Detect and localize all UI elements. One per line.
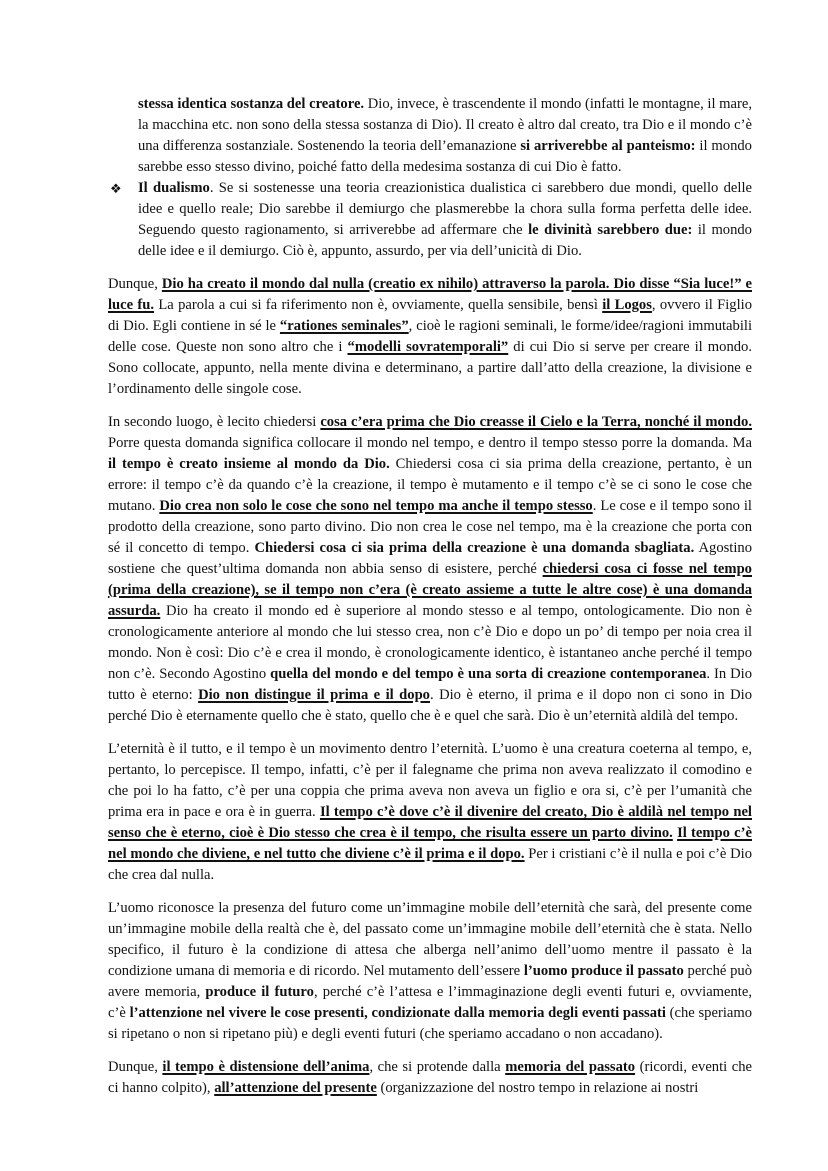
document-page bbox=[108, 94, 752, 1099]
bold-underlined-text: Dio crea non solo le cose che sono nel tempo ma anche il tempo stesso bbox=[159, 498, 593, 514]
text-run: di cui Dio si serve per creare il mondo. Sono collocate, appunto, nella mente divina e determinano, a partire dall’atto della creazione, la divisione e l’ordinamento delle singole cose. bbox=[108, 339, 752, 397]
bold-underlined-text: il Logos bbox=[602, 297, 652, 313]
bold-text: stessa identica sostanza del creatore. bbox=[138, 96, 365, 112]
paragraph bbox=[108, 1057, 752, 1099]
bold-underlined-text: Dio ha creato il mondo dal nulla (creatio ex nihilo) attraverso la parola. Dio disse “Sia luce!” e luce fu. bbox=[108, 276, 752, 313]
text-run: il mondo delle idee e il demiurgo. Ciò è, appunto, assurdo, per via dell’unicità di Dio. bbox=[138, 222, 752, 259]
text-run: il mondo sarebbe esso stesso divino, poiché fatto della medesima sostanza di cui Dio è fatto. bbox=[138, 138, 752, 175]
text-run: perché può avere memoria, bbox=[108, 963, 752, 1000]
bold-text: Chiedersi cosa ci sia prima della creazione è una domanda sbagliata. bbox=[254, 540, 695, 556]
paragraph bbox=[108, 412, 752, 727]
bold-underlined-text: il tempo è distensione dell’anima bbox=[162, 1059, 370, 1075]
paragraph bbox=[108, 739, 752, 886]
text-run: (che speriamo si ripetano o non si ripetano più) e degli eventi futuri (che speriamo accadano o non accadano). bbox=[108, 1005, 752, 1042]
bold-text: l’uomo produce il passato bbox=[523, 963, 684, 979]
text-run: L’eternità è il tutto, e il tempo è un movimento dentro l’eternità. L’uomo è una creatura coeterna al tempo, e, pertanto, lo percepisce. Il tempo, infatti, c’è per il falegname che prima non aveva realizzato il comodino e che poi lo ha fatto, c’è per una coppia che prima aveva non aveva un figlio e ora si, c’è per l’umanità che prima era in pace e ora è in guerra. bbox=[108, 741, 752, 820]
bold-underlined-text: chiedersi cosa ci fosse nel tempo (prima della creazione), se il tempo non c’era (è creato assieme a tutte le altre cose) è una domanda assurda. bbox=[108, 561, 752, 619]
text-run: (organizzazione del nostro tempo in relazione ai nostri bbox=[376, 1080, 699, 1096]
text-run: L’uomo riconosce la presenza del futuro come un’immagine mobile dell’eternità che sarà, del presente come un’immagine mobile della realtà che è, del passato come un’immagine mobile dell’eternità che è stata. Nello specifico, il futuro è la condizione di attesa che alberga nell’animo dell’uomo mentre il passato è la condizione umana di memoria e di ricordo. Nel mutamento dell’essere bbox=[108, 900, 752, 979]
paragraph bbox=[108, 274, 752, 400]
bullet-item bbox=[108, 178, 752, 262]
text-run: . Le cose e il tempo sono il prodotto della creazione, sono parto divino. Dio non crea le cose nel tempo, ma è la creazione che porta con sé il concetto di tempo. bbox=[108, 498, 752, 556]
text-run: Porre questa domanda significa collocare il mondo nel tempo, e dentro il tempo stesso porre la domanda. Ma bbox=[108, 435, 752, 451]
bold-underlined-text: Il tempo c’è nel mondo che diviene, e nel tutto che diviene c’è il prima e il dopo. bbox=[108, 825, 752, 862]
text-run: Dunque, bbox=[108, 1059, 163, 1075]
bold-text: quella del mondo e del tempo è una sorta di creazione contemporanea bbox=[270, 666, 707, 682]
paragraph bbox=[108, 898, 752, 1045]
bold-text: l’attenzione nel vivere le cose presenti, condizionate dalla memoria degli eventi passati bbox=[129, 1005, 666, 1021]
text-run: , ovvero il Figlio di Dio. Egli contiene in sé le bbox=[108, 297, 753, 334]
bold-text: il tempo è creato insieme al mondo da Dio. bbox=[108, 456, 390, 472]
text-run: La parola a cui si fa riferimento non è, ovviamente, quella sensibile, bensì bbox=[154, 297, 603, 313]
bold-underlined-text: memoria del passato bbox=[505, 1059, 636, 1075]
text-run: , perché c’è l’attesa e l’immaginazione degli eventi futuri e, ovviamente, c’è bbox=[108, 984, 752, 1021]
text-run: Dio ha creato il mondo ed è superiore al mondo stesso e al tempo, ontologicamente. Dio non è cronologicamente anteriore al mondo che lui stesso crea, non c’è Dio e dopo un po’ di tempo per noia crea il mondo. Non è così: Dio c’è e crea il mondo, è cronologicamente identico, è istantaneo anche perché il tempo non c’è. Secondo Agostino bbox=[108, 603, 752, 682]
text-run: Chiedersi cosa ci sia prima della creazione, pertanto, è un errore: il tempo c’è da quando c’è la creazione, il tempo è mutamento e il tempo c’è se ci sono le cose che mutano. bbox=[108, 456, 752, 514]
bold-text: le divinità sarebbero due: bbox=[528, 222, 693, 238]
bold-underlined-text: Il tempo c’è dove c’è il divenire del creato, Dio è aldilà nel tempo nel senso che è eterno, cioè è Dio stesso che crea è il tempo, che risulta essere un parto divino. bbox=[108, 804, 752, 841]
text-run: Dunque, bbox=[108, 276, 162, 292]
text-run: . Se si sostenesse una teoria creazionistica dualistica ci sarebbero due mondi, quello delle idee e quello reale; Dio sarebbe il demiurgo che plasmerebbe la chora sulla forma perfetta delle idee. Seguendo questo ragionamento, si arriverebbe ad affermare che bbox=[138, 180, 752, 238]
text-run: In secondo luogo, è lecito chiedersi bbox=[108, 414, 321, 430]
text-run: . Dio è eterno, il prima e il dopo non ci sono in Dio perché Dio è eternamente quello che è stato, quello che è e quel che sarà. Dio è un’eternità aldilà del tempo. bbox=[108, 687, 752, 724]
text-run: Agostino sostiene che quest’ultima domanda non abbia senso di esistere, perché bbox=[108, 540, 753, 577]
bullet-text bbox=[138, 178, 752, 262]
bold-text: Il dualismo bbox=[138, 180, 210, 196]
text-run: . In Dio tutto è eterno: bbox=[108, 666, 753, 703]
bold-text: si arriverebbe al panteismo: bbox=[520, 138, 696, 154]
text-run: , cioè le ragioni seminali, le forme/idee/ragioni immutabili delle cose. Queste non sono altro che i bbox=[108, 318, 752, 355]
text-run: Per i cristiani c’è il nulla e poi c’è Dio che crea dal nulla. bbox=[108, 846, 752, 883]
text-run: (ricordi, eventi che ci hanno colpito), bbox=[108, 1059, 752, 1096]
bold-underlined-text: “modelli sovratemporali” bbox=[347, 339, 509, 355]
bold-underlined-text: cosa c’era prima che Dio creasse il Cielo e la Terra, nonché il mondo. bbox=[320, 414, 752, 430]
diamond-bullet-icon: ❖ bbox=[110, 181, 122, 196]
text-run: , che si protende dalla bbox=[369, 1059, 506, 1075]
bold-underlined-text: “rationes seminales” bbox=[279, 318, 409, 334]
text-run: Dio, invece, è trascendente il mondo (infatti le montagne, il mare, la macchina etc. non sono della stessa sostanza di Dio). Il creato è altro dal creato, tra Dio e il mondo c’è una differenza sostanziale. Sostenendo la teoria dell’emanazione bbox=[138, 96, 752, 154]
bullet-text bbox=[138, 94, 752, 178]
bold-text: produce il futuro bbox=[205, 984, 314, 1000]
bold-underlined-text: all’attenzione del presente bbox=[214, 1080, 377, 1096]
bullet-item bbox=[108, 94, 752, 178]
bold-underlined-text: Dio non distingue il prima e il dopo bbox=[198, 687, 430, 703]
